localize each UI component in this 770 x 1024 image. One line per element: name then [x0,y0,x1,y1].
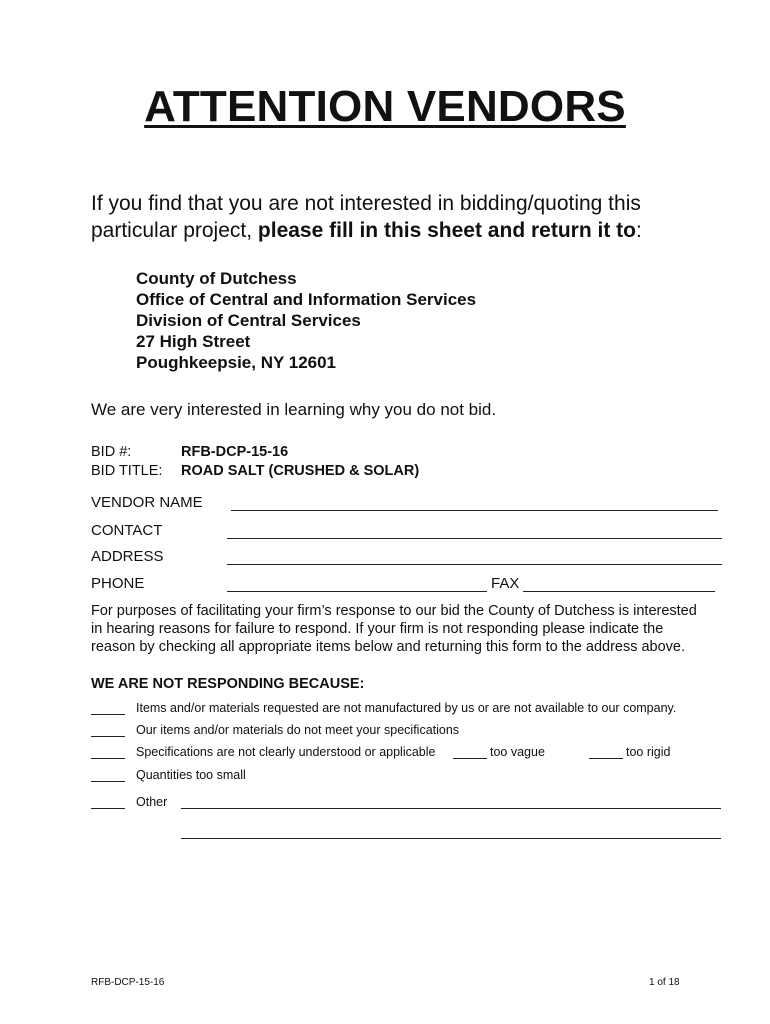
option-not-manufactured [91,701,676,715]
option-1-label: Items and/or materials requested are not manufactured by us or are not available to our company. [136,701,677,715]
contact-field[interactable] [227,523,722,539]
option-specs-unclear [91,745,731,759]
intro-line-2-end: : [635,219,642,242]
intro-line-2-bold: please fill in this sheet and return it to [257,219,636,242]
intro-line-1: If you find that you are not interested in bidding/quoting this [91,192,641,215]
option-2-check-blank[interactable] [91,724,125,737]
address-line-1: County of Dutchess [136,269,297,288]
phone-label: PHONE [91,575,145,592]
address-line-2: Office of Central and Information Services [136,290,477,309]
interest-statement: We are very interested in learning why you do not bid. [91,400,497,419]
other-reason-field-1[interactable] [181,796,721,809]
option-4-label: Quantities too small [136,768,246,782]
purpose-text [91,602,731,656]
fax-label: FAX [491,575,520,592]
option-3-rigid-label: too rigid [626,745,671,759]
bid-title-label: BID TITLE: [91,463,163,479]
option-1-check-blank[interactable] [91,702,125,715]
purpose-line-2: in hearing reasons for failure to respond. If your firm is not responding please indicate the [91,621,664,637]
address-line-5: Poughkeepsie, NY 12601 [136,353,337,372]
bid-title-row [91,462,419,481]
intro-line-2-plain: particular project, [91,219,258,242]
option-2-label: Our items and/or materials do not meet your specifications [136,723,460,737]
bid-number-row [91,443,419,462]
bid-title-value: ROAD SALT (CRUSHED & SOLAR) [181,463,420,479]
fax-field[interactable] [523,576,715,592]
option-5-label: Other [136,795,168,809]
intro-text [91,190,731,244]
page-title: ATTENTION VENDORS [144,82,626,131]
option-3-rigid [589,745,670,759]
option-3-vague [453,745,545,759]
phone-field[interactable] [227,576,487,592]
vendor-name-row [91,494,718,511]
option-other [91,795,721,809]
bid-number-value: RFB-DCP-15-16 [181,444,289,460]
footer-page-number: 1 of 18 [649,977,680,988]
address-label: ADDRESS [91,548,164,565]
not-responding-heading: WE ARE NOT RESPONDING BECAUSE: [91,676,365,692]
contact-row [91,522,722,539]
option-quantities-small [91,768,246,782]
intro-line-2 [91,217,731,244]
option-5-check-blank[interactable] [91,796,125,809]
purpose-line-3: reason by checking all appropriate items below and returning this form to the address above. [91,639,686,655]
option-not-meet-specs [91,723,459,737]
purpose-line-1: For purposes of facilitating your firm’s response to our bid the County of Dutchess is interested [91,603,697,619]
option-3-vague-label: too vague [490,745,545,759]
option-3-vague-blank[interactable] [453,746,487,759]
option-3-check-blank[interactable] [91,746,125,759]
address-line-4: 27 High Street [136,332,251,351]
address-row [91,548,722,565]
bid-info [91,443,419,481]
option-4-check-blank[interactable] [91,769,125,782]
other-reason-field-2[interactable] [181,826,721,839]
bid-number-label: BID #: [91,444,132,460]
address-field[interactable] [227,549,722,565]
return-address [136,268,476,373]
option-3-rigid-blank[interactable] [589,746,623,759]
phone-row [91,575,715,592]
address-line-3: Division of Central Services [136,311,361,330]
vendor-name-field[interactable] [231,495,718,511]
contact-label: CONTACT [91,522,163,539]
footer-doc-id: RFB-DCP-15-16 [91,977,165,988]
option-3-label: Specifications are not clearly understood or applicable [136,745,436,759]
vendor-name-label: VENDOR NAME [91,494,203,511]
